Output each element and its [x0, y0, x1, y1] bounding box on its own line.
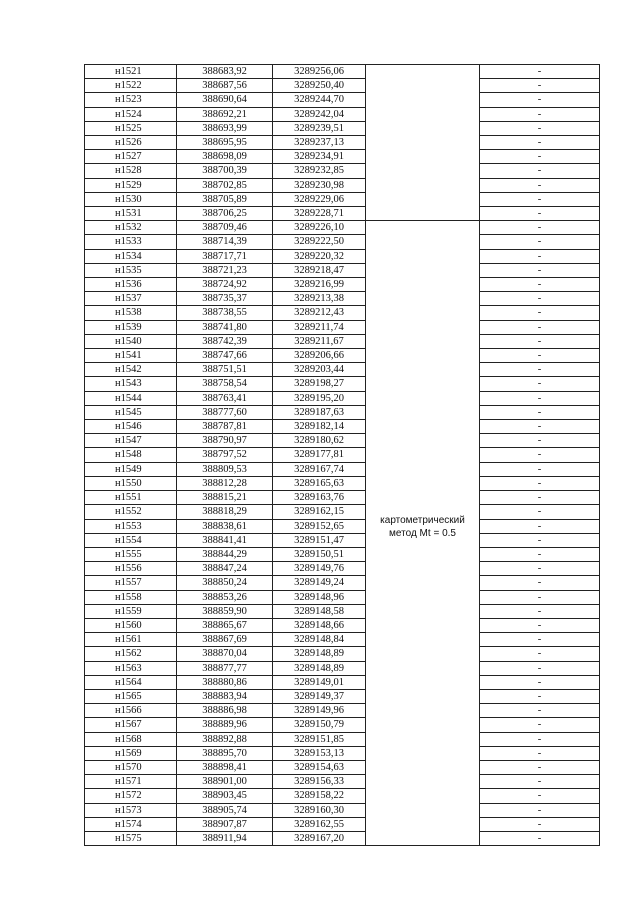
table-row — [85, 207, 600, 221]
point-id-cell: н1556 — [85, 562, 177, 576]
point-id-cell: н1559 — [85, 604, 177, 618]
y-coordinate-cell: 3289242,04 — [273, 107, 366, 121]
table-row — [85, 732, 600, 746]
y-coordinate-cell: 3289206,66 — [273, 349, 366, 363]
table-row — [85, 462, 600, 476]
point-id-cell: н1573 — [85, 803, 177, 817]
dash-cell: - — [480, 760, 600, 774]
x-coordinate-cell: 388683,92 — [177, 65, 273, 79]
dash-cell: - — [480, 79, 600, 93]
table-row — [85, 79, 600, 93]
y-coordinate-cell: 3289237,13 — [273, 136, 366, 150]
table-row — [85, 320, 600, 334]
point-id-cell: н1572 — [85, 789, 177, 803]
y-coordinate-cell: 3289228,71 — [273, 207, 366, 221]
x-coordinate-cell: 388886,98 — [177, 704, 273, 718]
coordinates-table — [84, 64, 600, 846]
point-id-cell: н1553 — [85, 519, 177, 533]
x-coordinate-cell: 388709,46 — [177, 221, 273, 235]
dash-cell: - — [480, 689, 600, 703]
dash-cell: - — [480, 292, 600, 306]
table-row — [85, 420, 600, 434]
y-coordinate-cell: 3289148,66 — [273, 618, 366, 632]
x-coordinate-cell: 388880,86 — [177, 675, 273, 689]
x-coordinate-cell: 388867,69 — [177, 633, 273, 647]
x-coordinate-cell: 388690,64 — [177, 93, 273, 107]
y-coordinate-cell: 3289149,37 — [273, 689, 366, 703]
table-row — [85, 505, 600, 519]
point-id-cell: н1524 — [85, 107, 177, 121]
dash-cell: - — [480, 675, 600, 689]
dash-cell: - — [480, 278, 600, 292]
method-cell-empty — [366, 65, 480, 221]
method-line-1: картометрический — [380, 515, 465, 527]
dash-cell: - — [480, 831, 600, 845]
point-id-cell: н1564 — [85, 675, 177, 689]
y-coordinate-cell: 3289187,63 — [273, 405, 366, 419]
x-coordinate-cell: 388693,99 — [177, 121, 273, 135]
table-row — [85, 65, 600, 79]
x-coordinate-cell: 388692,21 — [177, 107, 273, 121]
point-id-cell: н1567 — [85, 718, 177, 732]
y-coordinate-cell: 3289180,62 — [273, 434, 366, 448]
point-id-cell: н1535 — [85, 263, 177, 277]
y-coordinate-cell: 3289163,76 — [273, 491, 366, 505]
y-coordinate-cell: 3289149,24 — [273, 576, 366, 590]
y-coordinate-cell: 3289165,63 — [273, 476, 366, 490]
dash-cell: - — [480, 121, 600, 135]
table-row — [85, 633, 600, 647]
point-id-cell: н1561 — [85, 633, 177, 647]
point-id-cell: н1554 — [85, 533, 177, 547]
y-coordinate-cell: 3289226,10 — [273, 221, 366, 235]
table-row — [85, 533, 600, 547]
x-coordinate-cell: 388700,39 — [177, 164, 273, 178]
table-row — [85, 760, 600, 774]
point-id-cell: н1569 — [85, 746, 177, 760]
table-row — [85, 647, 600, 661]
point-id-cell: н1574 — [85, 817, 177, 831]
coordinates-table-body — [85, 65, 600, 846]
method-line-2: метод Mt = 0.5 — [389, 528, 456, 540]
dash-cell: - — [480, 136, 600, 150]
dash-cell: - — [480, 505, 600, 519]
table-row — [85, 675, 600, 689]
dash-cell: - — [480, 803, 600, 817]
dash-cell: - — [480, 207, 600, 221]
x-coordinate-cell: 388787,81 — [177, 420, 273, 434]
point-id-cell: н1536 — [85, 278, 177, 292]
dash-cell: - — [480, 349, 600, 363]
dash-cell: - — [480, 420, 600, 434]
point-id-cell: н1552 — [85, 505, 177, 519]
point-id-cell: н1550 — [85, 476, 177, 490]
dash-cell: - — [480, 590, 600, 604]
x-coordinate-cell: 388751,51 — [177, 363, 273, 377]
point-id-cell: н1545 — [85, 405, 177, 419]
table-row — [85, 576, 600, 590]
dash-cell: - — [480, 93, 600, 107]
y-coordinate-cell: 3289160,30 — [273, 803, 366, 817]
point-id-cell: н1526 — [85, 136, 177, 150]
x-coordinate-cell: 388850,24 — [177, 576, 273, 590]
y-coordinate-cell: 3289149,01 — [273, 675, 366, 689]
y-coordinate-cell: 3289195,20 — [273, 391, 366, 405]
y-coordinate-cell: 3289239,51 — [273, 121, 366, 135]
x-coordinate-cell: 388777,60 — [177, 405, 273, 419]
dash-cell: - — [480, 604, 600, 618]
x-coordinate-cell: 388742,39 — [177, 334, 273, 348]
x-coordinate-cell: 388853,26 — [177, 590, 273, 604]
y-coordinate-cell: 3289154,63 — [273, 760, 366, 774]
y-coordinate-cell: 3289211,74 — [273, 320, 366, 334]
y-coordinate-cell: 3289151,85 — [273, 732, 366, 746]
y-coordinate-cell: 3289229,06 — [273, 192, 366, 206]
point-id-cell: н1549 — [85, 462, 177, 476]
x-coordinate-cell: 388687,56 — [177, 79, 273, 93]
table-row — [85, 689, 600, 703]
x-coordinate-cell: 388907,87 — [177, 817, 273, 831]
x-coordinate-cell: 388706,25 — [177, 207, 273, 221]
table-row — [85, 334, 600, 348]
y-coordinate-cell: 3289216,99 — [273, 278, 366, 292]
x-coordinate-cell: 388865,67 — [177, 618, 273, 632]
y-coordinate-cell: 3289167,20 — [273, 831, 366, 845]
x-coordinate-cell: 388905,74 — [177, 803, 273, 817]
x-coordinate-cell: 388763,41 — [177, 391, 273, 405]
y-coordinate-cell: 3289151,47 — [273, 533, 366, 547]
table-row — [85, 263, 600, 277]
table-row — [85, 391, 600, 405]
dash-cell: - — [480, 448, 600, 462]
y-coordinate-cell: 3289220,32 — [273, 249, 366, 263]
table-row — [85, 192, 600, 206]
y-coordinate-cell: 3289162,55 — [273, 817, 366, 831]
table-row — [85, 434, 600, 448]
table-row — [85, 803, 600, 817]
dash-cell: - — [480, 235, 600, 249]
y-coordinate-cell: 3289156,33 — [273, 775, 366, 789]
table-row — [85, 746, 600, 760]
y-coordinate-cell: 3289152,65 — [273, 519, 366, 533]
point-id-cell: н1566 — [85, 704, 177, 718]
y-coordinate-cell: 3289150,79 — [273, 718, 366, 732]
dash-cell: - — [480, 647, 600, 661]
x-coordinate-cell: 388815,21 — [177, 491, 273, 505]
point-id-cell: н1571 — [85, 775, 177, 789]
dash-cell: - — [480, 775, 600, 789]
x-coordinate-cell: 388898,41 — [177, 760, 273, 774]
y-coordinate-cell: 3289148,84 — [273, 633, 366, 647]
x-coordinate-cell: 388721,23 — [177, 263, 273, 277]
dash-cell: - — [480, 562, 600, 576]
dash-cell: - — [480, 789, 600, 803]
table-row — [85, 136, 600, 150]
dash-cell: - — [480, 704, 600, 718]
table-row — [85, 718, 600, 732]
x-coordinate-cell: 388903,45 — [177, 789, 273, 803]
dash-cell: - — [480, 263, 600, 277]
point-id-cell: н1548 — [85, 448, 177, 462]
table-row — [85, 292, 600, 306]
y-coordinate-cell: 3289158,22 — [273, 789, 366, 803]
dash-cell: - — [480, 391, 600, 405]
x-coordinate-cell: 388838,61 — [177, 519, 273, 533]
point-id-cell: н1538 — [85, 306, 177, 320]
point-id-cell: н1532 — [85, 221, 177, 235]
x-coordinate-cell: 388738,55 — [177, 306, 273, 320]
x-coordinate-cell: 388877,77 — [177, 661, 273, 675]
y-coordinate-cell: 3289234,91 — [273, 150, 366, 164]
table-row — [85, 363, 600, 377]
x-coordinate-cell: 388889,96 — [177, 718, 273, 732]
x-coordinate-cell: 388747,66 — [177, 349, 273, 363]
point-id-cell: н1557 — [85, 576, 177, 590]
table-row — [85, 704, 600, 718]
x-coordinate-cell: 388698,09 — [177, 150, 273, 164]
table-row — [85, 661, 600, 675]
point-id-cell: н1563 — [85, 661, 177, 675]
x-coordinate-cell: 388911,94 — [177, 831, 273, 845]
table-row — [85, 562, 600, 576]
x-coordinate-cell: 388818,29 — [177, 505, 273, 519]
table-row — [85, 448, 600, 462]
point-id-cell: н1539 — [85, 320, 177, 334]
point-id-cell: н1530 — [85, 192, 177, 206]
y-coordinate-cell: 3289218,47 — [273, 263, 366, 277]
y-coordinate-cell: 3289250,40 — [273, 79, 366, 93]
y-coordinate-cell: 3289148,89 — [273, 661, 366, 675]
y-coordinate-cell: 3289203,44 — [273, 363, 366, 377]
dash-cell: - — [480, 306, 600, 320]
dash-cell: - — [480, 164, 600, 178]
point-id-cell: н1529 — [85, 178, 177, 192]
dash-cell: - — [480, 221, 600, 235]
table-row — [85, 590, 600, 604]
y-coordinate-cell: 3289256,06 — [273, 65, 366, 79]
y-coordinate-cell: 3289149,76 — [273, 562, 366, 576]
x-coordinate-cell: 388695,95 — [177, 136, 273, 150]
table-row — [85, 789, 600, 803]
x-coordinate-cell: 388714,39 — [177, 235, 273, 249]
point-id-cell: н1531 — [85, 207, 177, 221]
x-coordinate-cell: 388705,89 — [177, 192, 273, 206]
table-row — [85, 831, 600, 845]
table-row — [85, 306, 600, 320]
method-description — [366, 514, 479, 540]
dash-cell: - — [480, 476, 600, 490]
x-coordinate-cell: 388812,28 — [177, 476, 273, 490]
y-coordinate-cell: 3289222,50 — [273, 235, 366, 249]
dash-cell: - — [480, 817, 600, 831]
point-id-cell: н1565 — [85, 689, 177, 703]
point-id-cell: н1543 — [85, 377, 177, 391]
dash-cell: - — [480, 320, 600, 334]
x-coordinate-cell: 388870,04 — [177, 647, 273, 661]
dash-cell: - — [480, 107, 600, 121]
point-id-cell: н1537 — [85, 292, 177, 306]
table-row — [85, 107, 600, 121]
table-row — [85, 491, 600, 505]
point-id-cell: н1560 — [85, 618, 177, 632]
table-row — [85, 164, 600, 178]
table-row — [85, 249, 600, 263]
point-id-cell: н1525 — [85, 121, 177, 135]
point-id-cell: н1575 — [85, 831, 177, 845]
table-row — [85, 278, 600, 292]
point-id-cell: н1522 — [85, 79, 177, 93]
point-id-cell: н1523 — [85, 93, 177, 107]
x-coordinate-cell: 388724,92 — [177, 278, 273, 292]
x-coordinate-cell: 388901,00 — [177, 775, 273, 789]
table-row — [85, 519, 600, 533]
dash-cell: - — [480, 661, 600, 675]
dash-cell: - — [480, 363, 600, 377]
table-row — [85, 349, 600, 363]
dash-cell: - — [480, 718, 600, 732]
x-coordinate-cell: 388758,54 — [177, 377, 273, 391]
dash-cell: - — [480, 405, 600, 419]
y-coordinate-cell: 3289148,89 — [273, 647, 366, 661]
point-id-cell: н1562 — [85, 647, 177, 661]
x-coordinate-cell: 388717,71 — [177, 249, 273, 263]
table-row — [85, 476, 600, 490]
y-coordinate-cell: 3289148,96 — [273, 590, 366, 604]
dash-cell: - — [480, 178, 600, 192]
x-coordinate-cell: 388844,29 — [177, 547, 273, 561]
point-id-cell: н1568 — [85, 732, 177, 746]
point-id-cell: н1544 — [85, 391, 177, 405]
table-row — [85, 817, 600, 831]
x-coordinate-cell: 388859,90 — [177, 604, 273, 618]
x-coordinate-cell: 388841,41 — [177, 533, 273, 547]
dash-cell: - — [480, 462, 600, 476]
y-coordinate-cell: 3289148,58 — [273, 604, 366, 618]
point-id-cell: н1542 — [85, 363, 177, 377]
dash-cell: - — [480, 732, 600, 746]
dash-cell: - — [480, 491, 600, 505]
y-coordinate-cell: 3289244,70 — [273, 93, 366, 107]
y-coordinate-cell: 3289150,51 — [273, 547, 366, 561]
x-coordinate-cell: 388735,37 — [177, 292, 273, 306]
dash-cell: - — [480, 334, 600, 348]
table-row — [85, 377, 600, 391]
point-id-cell: н1558 — [85, 590, 177, 604]
table-row — [85, 604, 600, 618]
dash-cell: - — [480, 618, 600, 632]
x-coordinate-cell: 388883,94 — [177, 689, 273, 703]
y-coordinate-cell: 3289212,43 — [273, 306, 366, 320]
dash-cell: - — [480, 150, 600, 164]
point-id-cell: н1540 — [85, 334, 177, 348]
point-id-cell: н1528 — [85, 164, 177, 178]
table-row — [85, 405, 600, 419]
x-coordinate-cell: 388741,80 — [177, 320, 273, 334]
point-id-cell: н1533 — [85, 235, 177, 249]
y-coordinate-cell: 3289182,14 — [273, 420, 366, 434]
point-id-cell: н1534 — [85, 249, 177, 263]
y-coordinate-cell: 3289213,38 — [273, 292, 366, 306]
table-row — [85, 618, 600, 632]
dash-cell: - — [480, 65, 600, 79]
y-coordinate-cell: 3289153,13 — [273, 746, 366, 760]
point-id-cell: н1541 — [85, 349, 177, 363]
table-row — [85, 221, 600, 235]
table-row — [85, 547, 600, 561]
y-coordinate-cell: 3289177,81 — [273, 448, 366, 462]
dash-cell: - — [480, 633, 600, 647]
point-id-cell: н1570 — [85, 760, 177, 774]
method-cell — [366, 221, 480, 846]
table-row — [85, 235, 600, 249]
y-coordinate-cell: 3289149,96 — [273, 704, 366, 718]
point-id-cell: н1551 — [85, 491, 177, 505]
point-id-cell: н1546 — [85, 420, 177, 434]
y-coordinate-cell: 3289162,15 — [273, 505, 366, 519]
dash-cell: - — [480, 533, 600, 547]
y-coordinate-cell: 3289230,98 — [273, 178, 366, 192]
x-coordinate-cell: 388892,88 — [177, 732, 273, 746]
x-coordinate-cell: 388847,24 — [177, 562, 273, 576]
dash-cell: - — [480, 746, 600, 760]
x-coordinate-cell: 388797,52 — [177, 448, 273, 462]
dash-cell: - — [480, 377, 600, 391]
x-coordinate-cell: 388790,97 — [177, 434, 273, 448]
x-coordinate-cell: 388809,53 — [177, 462, 273, 476]
dash-cell: - — [480, 547, 600, 561]
x-coordinate-cell: 388895,70 — [177, 746, 273, 760]
table-row — [85, 775, 600, 789]
table-row — [85, 150, 600, 164]
y-coordinate-cell: 3289198,27 — [273, 377, 366, 391]
dash-cell: - — [480, 192, 600, 206]
y-coordinate-cell: 3289232,85 — [273, 164, 366, 178]
table-row — [85, 178, 600, 192]
point-id-cell: н1555 — [85, 547, 177, 561]
x-coordinate-cell: 388702,85 — [177, 178, 273, 192]
table-row — [85, 121, 600, 135]
point-id-cell: н1521 — [85, 65, 177, 79]
y-coordinate-cell: 3289167,74 — [273, 462, 366, 476]
dash-cell: - — [480, 519, 600, 533]
point-id-cell: н1547 — [85, 434, 177, 448]
y-coordinate-cell: 3289211,67 — [273, 334, 366, 348]
table-row — [85, 93, 600, 107]
dash-cell: - — [480, 249, 600, 263]
point-id-cell: н1527 — [85, 150, 177, 164]
dash-cell: - — [480, 434, 600, 448]
dash-cell: - — [480, 576, 600, 590]
